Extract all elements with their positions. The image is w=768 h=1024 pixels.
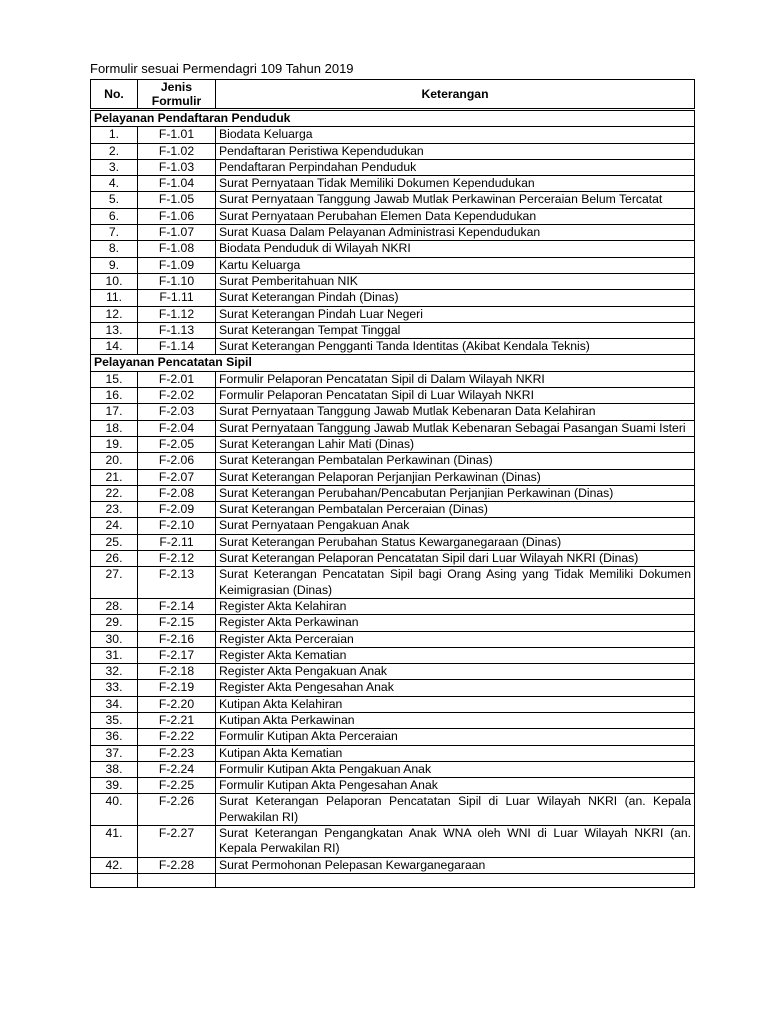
- row-number: 19.: [91, 436, 138, 452]
- form-description: Register Akta Pengakuan Anak: [216, 664, 695, 680]
- form-code: F-2.02: [138, 388, 216, 404]
- table-row: [91, 273, 695, 289]
- row-number: 34.: [91, 696, 138, 712]
- form-code: F-2.18: [138, 664, 216, 680]
- row-number: 40.: [91, 794, 138, 826]
- section-header-row: [91, 110, 695, 127]
- form-code: F-1.04: [138, 176, 216, 192]
- row-number: 18.: [91, 420, 138, 436]
- table-row: [91, 647, 695, 663]
- form-code: F-2.21: [138, 712, 216, 728]
- form-code: F-2.10: [138, 518, 216, 534]
- document-caption: Formulir sesuai Permendagri 109 Tahun 2019: [90, 61, 354, 76]
- form-description: Surat Keterangan Pelaporan Pencatatan Sipil di Luar Wilayah NKRI (an. Kepala Perwakilan RI): [216, 794, 695, 826]
- empty-cell: [216, 873, 695, 887]
- row-number: 30.: [91, 631, 138, 647]
- row-number: 16.: [91, 388, 138, 404]
- row-number: 6.: [91, 208, 138, 224]
- form-description: Kartu Keluarga: [216, 257, 695, 273]
- form-code: F-1.12: [138, 306, 216, 322]
- form-code: F-2.03: [138, 404, 216, 420]
- table-row: [91, 290, 695, 306]
- form-description: Biodata Penduduk di Wilayah NKRI: [216, 241, 695, 257]
- form-code: F-2.22: [138, 729, 216, 745]
- form-description: Surat Pemberitahuan NIK: [216, 273, 695, 289]
- table-row: [91, 322, 695, 338]
- form-code: F-2.08: [138, 485, 216, 501]
- row-number: 3.: [91, 159, 138, 175]
- row-number: 10.: [91, 273, 138, 289]
- table-row: [91, 192, 695, 208]
- form-code: F-1.13: [138, 322, 216, 338]
- table-row: [91, 518, 695, 534]
- table-row: [91, 241, 695, 257]
- row-number: 1.: [91, 127, 138, 143]
- form-code: F-2.24: [138, 761, 216, 777]
- form-code: F-2.12: [138, 551, 216, 567]
- empty-cell: [91, 873, 138, 887]
- form-code: F-2.16: [138, 631, 216, 647]
- form-description: Surat Keterangan Pembatalan Perceraian (Dinas): [216, 502, 695, 518]
- table-row: [91, 664, 695, 680]
- form-description: Surat Keterangan Pelaporan Pencatatan Sipil dari Luar Wilayah NKRI (Dinas): [216, 551, 695, 567]
- row-number: 26.: [91, 551, 138, 567]
- header-jenis-formulir: [138, 80, 216, 110]
- form-description: Surat Keterangan Lahir Mati (Dinas): [216, 436, 695, 452]
- form-code: F-2.11: [138, 534, 216, 550]
- table-row: [91, 615, 695, 631]
- row-number: 35.: [91, 712, 138, 728]
- form-code: F-1.01: [138, 127, 216, 143]
- form-code: F-1.07: [138, 225, 216, 241]
- form-description: Surat Permohonan Pelepasan Kewarganegaraan: [216, 857, 695, 873]
- row-number: 7.: [91, 225, 138, 241]
- form-description: Surat Keterangan Perubahan/Pencabutan Perjanjian Perkawinan (Dinas): [216, 485, 695, 501]
- form-description: Surat Keterangan Pengangkatan Anak WNA oleh WNI di Luar Wilayah NKRI (an. Kepala Perwakilan RI): [216, 826, 695, 858]
- form-description: Register Akta Kelahiran: [216, 598, 695, 614]
- row-number: 20.: [91, 453, 138, 469]
- table-body: [91, 110, 695, 888]
- table-row: [91, 598, 695, 614]
- form-description: Surat Pernyataan Tidak Memiliki Dokumen Kependudukan: [216, 176, 695, 192]
- row-number: 22.: [91, 485, 138, 501]
- form-code: F-1.10: [138, 273, 216, 289]
- row-number: 29.: [91, 615, 138, 631]
- form-description: Formulir Pelaporan Pencatatan Sipil di Luar Wilayah NKRI: [216, 388, 695, 404]
- form-description: Formulir Kutipan Akta Pengesahan Anak: [216, 778, 695, 794]
- row-number: 9.: [91, 257, 138, 273]
- form-description: Surat Keterangan Tempat Tinggal: [216, 322, 695, 338]
- row-number: 12.: [91, 306, 138, 322]
- form-description: Surat Keterangan Perubahan Status Kewarganegaraan (Dinas): [216, 534, 695, 550]
- form-code: F-2.28: [138, 857, 216, 873]
- row-number: 4.: [91, 176, 138, 192]
- table-row: [91, 420, 695, 436]
- row-number: 36.: [91, 729, 138, 745]
- form-description: Pendaftaran Peristiwa Kependudukan: [216, 143, 695, 159]
- row-number: 38.: [91, 761, 138, 777]
- form-code: F-2.09: [138, 502, 216, 518]
- form-code: F-2.25: [138, 778, 216, 794]
- table-row: [91, 176, 695, 192]
- table-row: [91, 696, 695, 712]
- form-code: F-2.17: [138, 647, 216, 663]
- table-row: [91, 778, 695, 794]
- form-code: F-1.08: [138, 241, 216, 257]
- form-description: Surat Keterangan Pindah Luar Negeri: [216, 306, 695, 322]
- table-row: [91, 225, 695, 241]
- table-row: [91, 371, 695, 387]
- form-list-table: [90, 79, 695, 888]
- form-description: Biodata Keluarga: [216, 127, 695, 143]
- form-code: F-2.14: [138, 598, 216, 614]
- header-jenis-line2: Formulir: [151, 94, 202, 108]
- form-description: Surat Keterangan Pengganti Tanda Identitas (Akibat Kendala Teknis): [216, 339, 695, 355]
- form-description: Surat Pernyataan Tanggung Jawab Mutlak Kebenaran Data Kelahiran: [216, 404, 695, 420]
- form-code: F-1.06: [138, 208, 216, 224]
- header-jenis-line1: Jenis: [160, 80, 193, 94]
- form-description: Surat Keterangan Pindah (Dinas): [216, 290, 695, 306]
- form-description: Formulir Kutipan Akta Pengakuan Anak: [216, 761, 695, 777]
- table-row: [91, 469, 695, 485]
- table-row: [91, 306, 695, 322]
- form-description: Kutipan Akta Perkawinan: [216, 712, 695, 728]
- row-number: 13.: [91, 322, 138, 338]
- row-number: 28.: [91, 598, 138, 614]
- table-row: [91, 159, 695, 175]
- form-code: F-2.26: [138, 794, 216, 826]
- form-description: Surat Pernyataan Pengakuan Anak: [216, 518, 695, 534]
- form-code: F-1.03: [138, 159, 216, 175]
- table-row: [91, 485, 695, 501]
- form-code: F-2.19: [138, 680, 216, 696]
- row-number: 21.: [91, 469, 138, 485]
- table-row: [91, 567, 695, 599]
- empty-row: [91, 873, 695, 887]
- table-row: [91, 257, 695, 273]
- table-row: [91, 745, 695, 761]
- section-title: Pelayanan Pendaftaran Penduduk: [91, 110, 695, 127]
- form-code: F-1.14: [138, 339, 216, 355]
- table-row: [91, 534, 695, 550]
- form-code: F-2.06: [138, 453, 216, 469]
- form-code: F-2.05: [138, 436, 216, 452]
- table-row: [91, 680, 695, 696]
- row-number: 14.: [91, 339, 138, 355]
- form-description: Register Akta Pengesahan Anak: [216, 680, 695, 696]
- table-row: [91, 551, 695, 567]
- form-code: F-2.13: [138, 567, 216, 599]
- form-code: F-2.27: [138, 826, 216, 858]
- form-description: Register Akta Perceraian: [216, 631, 695, 647]
- form-description: Pendaftaran Perpindahan Penduduk: [216, 159, 695, 175]
- section-title: Pelayanan Pencatatan Sipil: [91, 355, 695, 371]
- table-row: [91, 826, 695, 858]
- table-row: [91, 453, 695, 469]
- form-description: Surat Keterangan Pelaporan Perjanjian Perkawinan (Dinas): [216, 469, 695, 485]
- row-number: 32.: [91, 664, 138, 680]
- form-description: Formulir Pelaporan Pencatatan Sipil di Dalam Wilayah NKRI: [216, 371, 695, 387]
- form-description: Surat Keterangan Pembatalan Perkawinan (Dinas): [216, 453, 695, 469]
- row-number: 41.: [91, 826, 138, 858]
- table-row: [91, 339, 695, 355]
- table-row: [91, 712, 695, 728]
- form-code: F-2.01: [138, 371, 216, 387]
- form-code: F-1.02: [138, 143, 216, 159]
- row-number: 27.: [91, 567, 138, 599]
- row-number: 23.: [91, 502, 138, 518]
- table-row: [91, 761, 695, 777]
- form-code: F-2.04: [138, 420, 216, 436]
- table-row: [91, 857, 695, 873]
- table-row: [91, 404, 695, 420]
- table-header-row: [91, 80, 695, 110]
- row-number: 24.: [91, 518, 138, 534]
- row-number: 31.: [91, 647, 138, 663]
- form-description: Register Akta Perkawinan: [216, 615, 695, 631]
- row-number: 33.: [91, 680, 138, 696]
- form-description: Kutipan Akta Kematian: [216, 745, 695, 761]
- form-description: Surat Pernyataan Tanggung Jawab Mutlak Perkawinan Perceraian Belum Tercatat: [216, 192, 695, 208]
- table-row: [91, 436, 695, 452]
- row-number: 2.: [91, 143, 138, 159]
- table-row: [91, 127, 695, 143]
- header-no: No.: [91, 80, 138, 110]
- table-row: [91, 794, 695, 826]
- form-code: F-2.07: [138, 469, 216, 485]
- row-number: 5.: [91, 192, 138, 208]
- table-row: [91, 388, 695, 404]
- header-keterangan: Keterangan: [216, 80, 695, 110]
- empty-cell: [138, 873, 216, 887]
- form-code: F-1.09: [138, 257, 216, 273]
- form-description: Kutipan Akta Kelahiran: [216, 696, 695, 712]
- form-code: F-1.05: [138, 192, 216, 208]
- form-code: F-2.15: [138, 615, 216, 631]
- table-row: [91, 631, 695, 647]
- form-code: F-2.20: [138, 696, 216, 712]
- form-description: Register Akta Kematian: [216, 647, 695, 663]
- row-number: 39.: [91, 778, 138, 794]
- row-number: 37.: [91, 745, 138, 761]
- row-number: 8.: [91, 241, 138, 257]
- table-row: [91, 143, 695, 159]
- form-description: Surat Keterangan Pencatatan Sipil bagi Orang Asing yang Tidak Memiliki Dokumen Keimigrasian (Dinas): [216, 567, 695, 599]
- row-number: 15.: [91, 371, 138, 387]
- form-description: Formulir Kutipan Akta Perceraian: [216, 729, 695, 745]
- form-description: Surat Pernyataan Perubahan Elemen Data Kependudukan: [216, 208, 695, 224]
- form-description: Surat Pernyataan Tanggung Jawab Mutlak Kebenaran Sebagai Pasangan Suami Isteri: [216, 420, 695, 436]
- form-code: F-1.11: [138, 290, 216, 306]
- table-row: [91, 502, 695, 518]
- table-row: [91, 208, 695, 224]
- row-number: 17.: [91, 404, 138, 420]
- row-number: 25.: [91, 534, 138, 550]
- form-code: F-2.23: [138, 745, 216, 761]
- form-description: Surat Kuasa Dalam Pelayanan Administrasi Kependudukan: [216, 225, 695, 241]
- row-number: 11.: [91, 290, 138, 306]
- row-number: 42.: [91, 857, 138, 873]
- section-header-row: [91, 355, 695, 371]
- table-row: [91, 729, 695, 745]
